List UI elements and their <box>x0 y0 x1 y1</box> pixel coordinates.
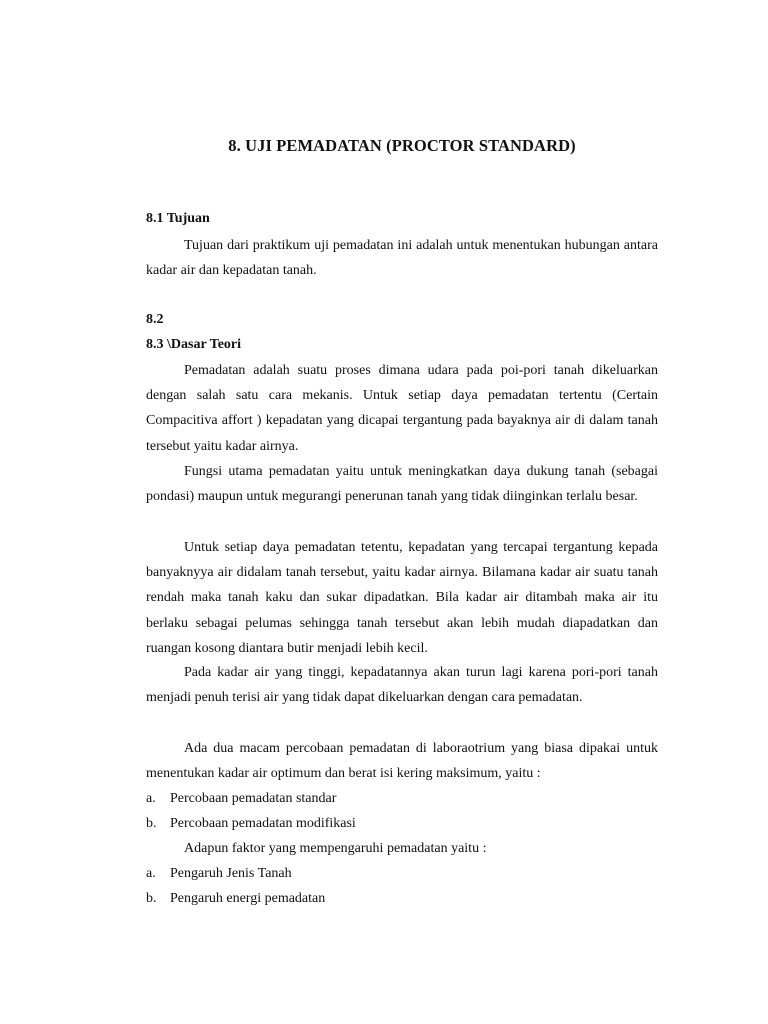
list-item-text: Percobaan pemadatan modifikasi <box>170 816 356 832</box>
paragraph-dasar-teori-3: Untuk setiap daya pemadatan tetentu, kepadatan yang tercapai tergantung kepada banyaknyya air didalam tanah tersebut, yaitu kadar airnya. Bilamana kadar air suatu tanah rendah maka tanah kaku dan sukar dipadatkan. Bila kadar air ditambah maka air itu berlaku sebagai pelumas sehingga tanah tersebut akan lebih mudah diapadatkan dan ruangan kosong diantara butir menjadi lebih kecil. <box>146 540 658 656</box>
list-item <box>146 811 658 836</box>
list-item <box>146 786 658 811</box>
section-heading-tujuan: 8.1 Tujuan <box>146 211 210 226</box>
paragraph-tujuan: Tujuan dari praktikum uji pemadatan ini adalah untuk menentukan hubungan antara kadar air dan kepadatan tanah. <box>146 238 658 279</box>
list-item-text: Percobaan pemadatan standar <box>170 791 337 806</box>
section-heading-dasar-teori: 8.3 \Dasar Teori <box>146 337 242 352</box>
list-item-text: Pengaruh energi pemadatan <box>170 891 326 907</box>
list-percobaan <box>146 786 658 836</box>
list-marker: b. <box>146 816 157 832</box>
section-heading-8-2: 8.2 <box>146 312 164 327</box>
list-item-text: Pengaruh Jenis Tanah <box>170 866 292 881</box>
paragraph-faktor: Adapun faktor yang mempengaruhi pemadatan yaitu : <box>184 841 487 856</box>
list-faktor <box>146 861 658 911</box>
list-item <box>146 861 658 886</box>
list-marker: a. <box>146 866 156 881</box>
document-title: 8. UJI PEMADATAN (PROCTOR STANDARD) <box>228 136 576 155</box>
paragraph-dasar-teori-2: Fungsi utama pemadatan yaitu untuk meningkatkan daya dukung tanah (sebagai pondasi) maupun untuk megurangi penerunan tanah yang tidak diinginkan terlalu besar. <box>146 464 658 505</box>
list-marker: a. <box>146 791 156 806</box>
paragraph-dasar-teori-5: Ada dua macam percobaan pemadatan di laboraotrium yang biasa dipakai untuk menentukan kadar air optimum dan berat isi kering maksimum, yaitu : <box>146 741 658 782</box>
paragraph-dasar-teori-4: Pada kadar air yang tinggi, kepadatannya akan turun lagi karena pori-pori tanah menjadi penuh terisi air yang tidak dapat dikeluarkan dengan cara pemadatan. <box>146 665 658 706</box>
list-item <box>146 886 658 911</box>
list-marker: b. <box>146 891 157 907</box>
paragraph-dasar-teori-1: Pemadatan adalah suatu proses dimana udara pada poi-pori tanah dikeluarkan dengan salah satu cara mekanis. Untuk setiap daya pemadatan tertentu (Certain Compacitiva affort ) kepadatan yang dicapai tergantung pada bayaknya air di dalam tanah tersebut yaitu kadar airnya. <box>146 363 658 454</box>
